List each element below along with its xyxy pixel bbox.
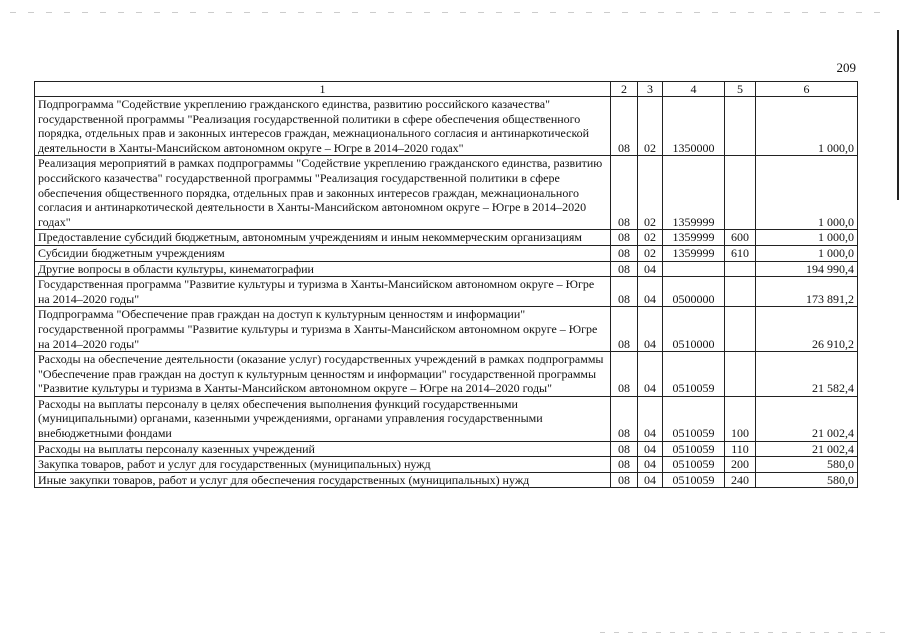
row-amount: 580,0 [756, 457, 858, 473]
row-description: Подпрограмма "Содействие укреплению гражданского единства, развитию российского казачества" государственной программы "Реализация государственной политики в сфере обеспечения общественного порядка, отдельных прав и законных интересов граждан, межнационального согласия и антинаркотической деятельности в Ханты-Мансийском автономном округе – Югре в 2014–2020 годах" [35, 97, 611, 156]
row-section-code: 08 [611, 277, 638, 307]
row-amount: 21 002,4 [756, 396, 858, 441]
row-expense-type-code: 610 [725, 245, 756, 261]
row-section-code: 08 [611, 441, 638, 457]
row-subsection-code: 02 [638, 230, 663, 246]
row-amount: 21 582,4 [756, 352, 858, 397]
row-expense-type-code: 600 [725, 230, 756, 246]
row-subsection-code: 02 [638, 156, 663, 230]
scan-artifact-top [10, 12, 890, 13]
row-target-article-code: 1350000 [663, 97, 725, 156]
row-section-code: 08 [611, 307, 638, 352]
table-row [35, 396, 858, 441]
row-subsection-code: 02 [638, 97, 663, 156]
table-row [35, 230, 858, 246]
row-description: Расходы на выплаты персоналу казенных учреждений [35, 441, 611, 457]
row-target-article-code: 0510000 [663, 307, 725, 352]
row-section-code: 08 [611, 245, 638, 261]
budget-table [34, 81, 858, 488]
row-section-code: 08 [611, 156, 638, 230]
header-col-5: 5 [725, 82, 756, 97]
header-col-3: 3 [638, 82, 663, 97]
row-subsection-code: 04 [638, 472, 663, 488]
row-expense-type-code: 240 [725, 472, 756, 488]
header-col-6: 6 [756, 82, 858, 97]
row-target-article-code: 1359999 [663, 230, 725, 246]
row-description: Расходы на обеспечение деятельности (оказание услуг) государственных учреждений в рамках подпрограммы "Обеспечение прав граждан на доступ к культурным ценностям и информации" государственной программы "Развитие культуры и туризма в Ханты-Мансийском автономном округе – Югре на 2014–2020 годы" [35, 352, 611, 397]
header-col-2: 2 [611, 82, 638, 97]
row-amount: 1 000,0 [756, 97, 858, 156]
row-subsection-code: 02 [638, 245, 663, 261]
row-description: Закупка товаров, работ и услуг для государственных (муниципальных) нужд [35, 457, 611, 473]
row-subsection-code: 04 [638, 396, 663, 441]
row-description: Другие вопросы в области культуры, кинематографии [35, 261, 611, 277]
scan-edge-line [897, 30, 899, 200]
row-amount: 26 910,2 [756, 307, 858, 352]
row-subsection-code: 04 [638, 277, 663, 307]
row-target-article-code: 0510059 [663, 472, 725, 488]
row-expense-type-code [725, 307, 756, 352]
row-description: Субсидии бюджетным учреждениям [35, 245, 611, 261]
page-number: 209 [836, 60, 856, 75]
row-expense-type-code [725, 156, 756, 230]
table-row [35, 261, 858, 277]
table-row [35, 472, 858, 488]
row-target-article-code: 0510059 [663, 441, 725, 457]
row-amount: 173 891,2 [756, 277, 858, 307]
row-target-article-code: 1359999 [663, 245, 725, 261]
row-section-code: 08 [611, 97, 638, 156]
row-target-article-code: 0510059 [663, 352, 725, 397]
row-section-code: 08 [611, 396, 638, 441]
row-expense-type-code [725, 277, 756, 307]
row-amount: 21 002,4 [756, 441, 858, 457]
row-amount: 1 000,0 [756, 156, 858, 230]
row-section-code: 08 [611, 352, 638, 397]
row-expense-type-code: 100 [725, 396, 756, 441]
row-section-code: 08 [611, 457, 638, 473]
row-subsection-code: 04 [638, 457, 663, 473]
row-target-article-code: 0510059 [663, 457, 725, 473]
row-expense-type-code: 200 [725, 457, 756, 473]
row-target-article-code: 0500000 [663, 277, 725, 307]
row-section-code: 08 [611, 261, 638, 277]
table-row [35, 156, 858, 230]
table-row [35, 352, 858, 397]
table-row [35, 457, 858, 473]
table-row [35, 277, 858, 307]
row-amount: 1 000,0 [756, 245, 858, 261]
row-subsection-code: 04 [638, 261, 663, 277]
table-row [35, 307, 858, 352]
row-subsection-code: 04 [638, 441, 663, 457]
table-row [35, 245, 858, 261]
row-description: Подпрограмма "Обеспечение прав граждан на доступ к культурным ценностям и информации" государственной программы "Развитие культуры и туризма в Ханты-Мансийском автономном округе – Югре на 2014–2020 годы" [35, 307, 611, 352]
table-row [35, 441, 858, 457]
row-target-article-code [663, 261, 725, 277]
row-amount: 194 990,4 [756, 261, 858, 277]
row-description: Расходы на выплаты персоналу в целях обеспечения выполнения функций государственными (муниципальными) органами, казенными учреждениями, органами управления государственными внебюджетными фондами [35, 396, 611, 441]
header-col-4: 4 [663, 82, 725, 97]
row-section-code: 08 [611, 230, 638, 246]
row-expense-type-code [725, 261, 756, 277]
table-header-row [35, 82, 858, 97]
scan-artifact-bottom [600, 632, 890, 633]
row-section-code: 08 [611, 472, 638, 488]
row-description: Иные закупки товаров, работ и услуг для обеспечения государственных (муниципальных) нужд [35, 472, 611, 488]
row-description: Предоставление субсидий бюджетным, автономным учреждениям и иным некоммерческим организациям [35, 230, 611, 246]
table-row [35, 97, 858, 156]
row-target-article-code: 1359999 [663, 156, 725, 230]
row-expense-type-code: 110 [725, 441, 756, 457]
row-expense-type-code [725, 352, 756, 397]
row-subsection-code: 04 [638, 307, 663, 352]
row-amount: 580,0 [756, 472, 858, 488]
row-amount: 1 000,0 [756, 230, 858, 246]
header-col-1: 1 [35, 82, 611, 97]
row-description: Государственная программа "Развитие культуры и туризма в Ханты-Мансийском автономном округе – Югре на 2014–2020 годы" [35, 277, 611, 307]
row-target-article-code: 0510059 [663, 396, 725, 441]
row-subsection-code: 04 [638, 352, 663, 397]
row-description: Реализация мероприятий в рамках подпрограммы "Содействие укреплению гражданского единства, развитию российского казачества" государственной программы "Реализация государственной политики в сфере обеспечения общественного порядка, отдельных прав и законных интересов граждан, межнационального согласия и антинаркотической деятельности в Ханты-Мансийском автономном округе – Югре в 2014–2020 годах" [35, 156, 611, 230]
row-expense-type-code [725, 97, 756, 156]
